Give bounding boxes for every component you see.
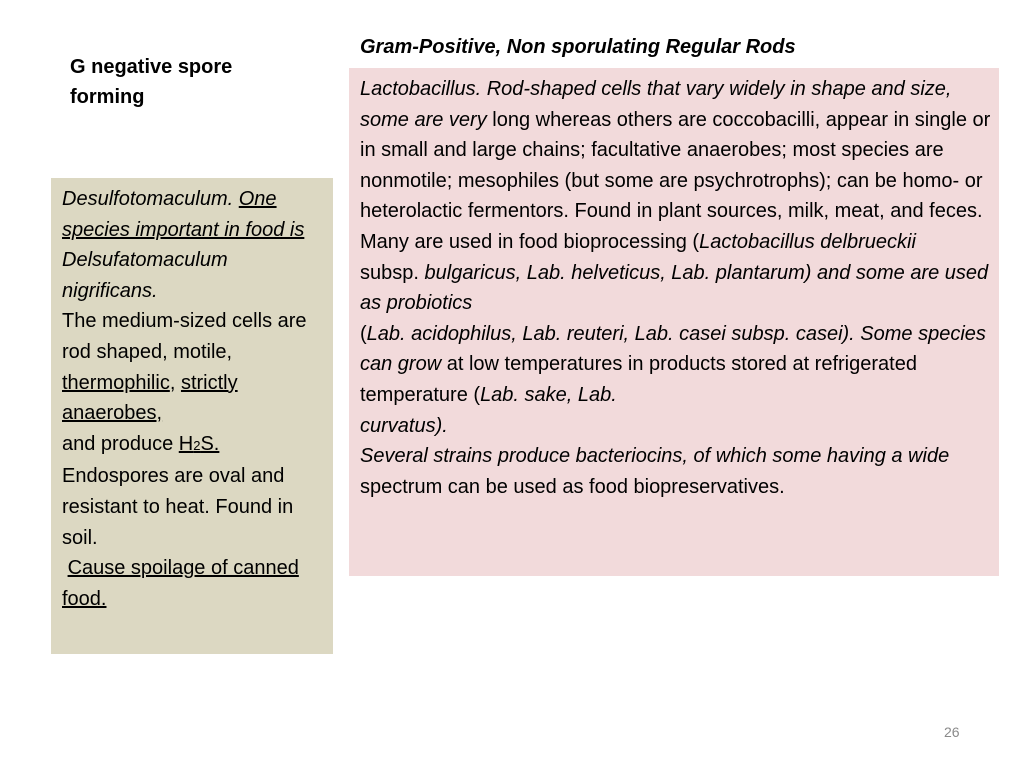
bacteriocins-text: spectrum can be used as food biopreservatives.	[360, 475, 785, 498]
trait-anaerobes: strictly anaerobes,	[62, 371, 238, 425]
paren-open: (	[360, 322, 367, 345]
lactobacillus-description: long whereas others are coccobacilli, appear in single or in small and large chains; facultative anaerobes; most species are nonmotile; mesophiles (but some are psychrotrophs); can be homo- or heterolactic fermentors. Found in plant sources, milk, meat, and feces. Many are used in food bioprocessing (	[360, 108, 991, 253]
refrigerated-species: Lab. sake, Lab.	[480, 383, 617, 406]
genus-name: Desulfotomaculum.	[62, 188, 234, 210]
subsp-list: bulgaricus, Lab. helveticus, Lab. plantarum) and some are used as probiotics	[360, 261, 989, 315]
gas-formula	[179, 433, 220, 455]
subsp-text: subsp.	[360, 261, 419, 284]
comma: ,	[169, 371, 176, 394]
right-heading: Gram-Positive, Non sporulating Regular Rods	[360, 36, 796, 58]
bacteriocins-intro: Several strains produce bacteriocins, of which some having a wide	[360, 445, 950, 468]
desulfotomaculum-textbox	[51, 178, 333, 654]
lactobacillus-textbox	[349, 68, 999, 576]
gas-subscript: 2	[193, 437, 201, 453]
species-name: Delsufatomaculum nigrificans.	[62, 249, 228, 302]
gas-h: H	[178, 432, 194, 455]
low-temp-text: at low temperatures in products stored at refrigerated temperature (	[360, 353, 917, 406]
page-number: 26	[944, 724, 960, 740]
gas-s: S.	[200, 432, 220, 455]
left-heading: G negative spore forming	[70, 56, 233, 108]
lactobacillus-intro: Lactobacillus. Rod-shaped cells that vary widely in shape and size, some are very	[360, 78, 952, 131]
produce-text: and produce	[62, 432, 174, 455]
description-cells: The medium-sized cells are rod shaped, motile,	[62, 310, 307, 363]
curvatus-species: curvatus).	[360, 414, 448, 437]
species-delbrueckii: Lactobacillus delbrueckii	[699, 230, 916, 253]
description-endospores: Endospores are oval and resistant to heat. Found in soil.	[62, 465, 294, 549]
importance-note: One species important in food is	[62, 188, 305, 241]
trait-thermophilic: thermophilic	[62, 371, 170, 394]
spoilage-note: Cause spoilage of canned food.	[62, 557, 299, 610]
probiotic-species: Lab. acidophilus, Lab. reuteri, Lab. casei subsp. casei). Some species can grow	[360, 322, 986, 376]
